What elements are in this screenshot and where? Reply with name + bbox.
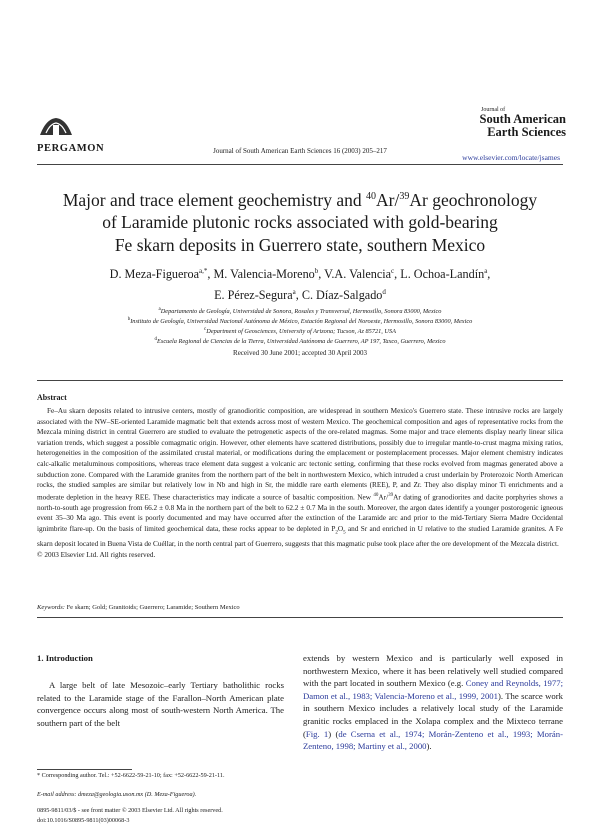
article-title: [40, 186, 560, 256]
author-sup: d: [382, 288, 386, 297]
intro-right-column: [303, 652, 563, 753]
keywords-list: Fe skarn; Gold; Granitoids; Guerrero; Laramide; Southern Mexico: [64, 604, 240, 611]
abstract-bottom-divider: [37, 617, 563, 618]
title-line-2: of Laramide plutonic rocks associated with gold-bearing: [102, 212, 498, 233]
affiliation-text: Instituto de Geología, Universidad Nacional Autónoma de México, Estación Regional del Noroeste, Hermosillo, Sonora 83000, Mexico: [130, 318, 473, 326]
footnote-divider: [37, 769, 132, 770]
email-note[interactable]: E-mail address: dmeza@geologia.uson.mx (D. Meza-Figueroa).: [37, 791, 197, 798]
doi-line[interactable]: doi:10.1016/S0895-9811(03)00068-3: [37, 816, 130, 824]
affiliation-text: Escuela Regional de Ciencias de la Tierra, Universidad Autónoma de Guerrero, AP 197, Taxco, Guerrero, Mexico: [157, 338, 446, 346]
author-sup: a,*: [199, 267, 208, 275]
copyright-line: © 2003 Elsevier Ltd. All rights reserved.: [37, 550, 156, 559]
author-sup: b: [314, 267, 319, 275]
affiliation-mark: b: [127, 317, 131, 322]
author-sep: ,: [394, 267, 401, 282]
author-sep: ,: [318, 267, 325, 282]
abstract-sub: 5: [343, 530, 346, 536]
author-name[interactable]: M. Valencia-Moreno: [213, 267, 315, 282]
publisher-name: PERGAMON: [37, 143, 105, 154]
journal-url-link[interactable]: www.elsevier.com/locate/jsames: [462, 153, 560, 162]
author-name[interactable]: D. Meza-Figueroa: [109, 267, 199, 282]
corresponding-author-note: * Corresponding author. Tel.: +52-6622-59-21-10; fax: +52-6622-59-21-11.: [37, 772, 225, 779]
title-line-3: Fe skarn deposits in Guerrero state, southern Mexico: [114, 234, 486, 255]
author-name[interactable]: L. Ochoa-Landín: [400, 267, 485, 282]
abstract-sup: 39: [388, 492, 394, 498]
header-divider: [37, 164, 563, 165]
journal-brand-line2: Earth Sciences: [487, 125, 566, 139]
title-part: Ar geochronology: [409, 189, 538, 210]
affiliation-mark: c: [204, 327, 207, 332]
abstract-top-divider: [37, 380, 563, 381]
keywords-label: Keywords:: [37, 604, 65, 611]
abstract-sup: 40: [373, 492, 379, 498]
figure-link[interactable]: Fig. 1: [305, 728, 329, 739]
journal-reference: Journal of South American Earth Sciences 16 (2003) 205–217: [213, 147, 387, 155]
author-sup: a: [292, 288, 296, 297]
keywords: [37, 604, 240, 611]
abstract-heading: Abstract: [37, 393, 67, 402]
author-name[interactable]: C. Díaz-Salgado: [301, 288, 383, 303]
journal-brand-line1: South American: [479, 112, 566, 126]
abstract-sub: 2: [335, 530, 338, 536]
abstract-text: Ar/: [378, 493, 389, 502]
author-sup: c: [391, 267, 395, 275]
intro-text: ).: [426, 741, 432, 752]
journal-brand-prefix: Journal of: [481, 107, 506, 113]
abstract-text: O: [337, 524, 344, 533]
author-name[interactable]: V.A. Valencia: [324, 267, 392, 282]
abstract-paragraph: [37, 406, 563, 550]
author-sep: ,: [207, 267, 214, 282]
issn-doi: [37, 806, 337, 825]
author-sep: ,: [295, 288, 302, 303]
journal-brand: [456, 113, 566, 139]
citation-link[interactable]: de Cserna et al., 1974; Morán-Zenteno et al., 1993; Morán-Zenteno, 1998; Martiny et al., 2000: [303, 728, 563, 752]
abstract-body: [37, 406, 563, 560]
abstract-text: Fe–Au skarn deposits related to intrusive centers, mostly of granodioritic composition, are widespread in southern Mexico's Guerrero state. These intrusive rocks are largely associated with the NW–SE-oriented Laramide magmatic belt that extends across most of western Mexico. The geochemical composition and ages of representative rocks from the Mezcala mining district in central Guerrero are studied to evaluate the petrogenetic aspects of the ore-related magmas. Some major and trace elements display nearly linear silica variation trends, which suggest a possible comagmatic origin. However, other elements have scattered distributions, possibly due to irregular mantle-to-crust magma mixing ratios, heterogeneities in the composition of the assimilated crustal material, or modifications during the emplacement or postemplacement processes. Major element chemistry indicates calc-alkalic metaluminous compositions, whereas trace element data suggest a volcanic arc tectonic setting, confirming that these rocks evolved from magmas generated above a subduction zone. Compared with the Laramide granites from the northern part of the belt in northwestern Mexico, which intruded a crust underlain by Proterozoic North American rocks, the studied samples are similar but relatively low in Nb and high in Sr, the middle rare earth elements (REE), P, and Zr. They also display minor Ti enrichments and a moderate depletion in the heavy REE. These characteristics may indicate a source of basaltic composition. New: [37, 407, 563, 502]
affiliation-text: Departamento de Geología, Universidad de Sonora, Rosales y Transversal, Hermosillo, Sonora 83000, Mexico: [160, 308, 442, 316]
intro-text: ) (: [328, 728, 339, 739]
affiliation-text: Department of Geosciences, University of Arizona; Tucson, Az 85721, USA: [206, 328, 396, 336]
author-name[interactable]: E. Pérez-Segura: [214, 288, 293, 303]
abstract-text: Ar dating of granodiorites and dacite porphyries shows a north-to-south age progression from 66.2 ± 0.8 Ma in the northern part of the belt to 62.2 ± 0.7 Ma in the south. Moreover, the argon dates identify a younger postorogenic igneous event 35–30 Ma ago. This event is poorly documented and may have occurred after the extinction of the Laramide arc and prior to the mid-Tertiary Sierra Madre Occidental ignimbrite flare-up. On the basis of limited geochemical data, these rocks appear to be depleted in P: [37, 493, 563, 533]
abstract-text: and Sr and enriched in U relative to the studied Laramide granites. A Fe skarn deposit located in Buena Vista de Cuéllar, in the north central part of Guerrero, suggests that this magmatic pulse took place after the ore development of the Mezcala district.: [37, 524, 563, 548]
title-sup: 39: [399, 191, 410, 202]
intro-left-column: A large belt of late Mesozoic–early Tertiary batholithic rocks related to the Laramide stage of the Farallon–North American plate convergence occurs along most of south-western North America. The southern part of the belt: [37, 680, 284, 728]
title-part: Ar/: [376, 189, 400, 210]
issn-line: 0895-9811/03/$ - see front matter © 2003 Elsevier Ltd. All rights reserved.: [37, 807, 223, 814]
intro-text: ). The scarce work in southern Mexico includes a relatively local study of the Laramide granitic rocks emplaced in the Xolapa complex and the Mixteco terrane (: [303, 690, 563, 739]
affiliation-mark: d: [154, 337, 158, 342]
received-dates: Received 30 June 2001; accepted 30 April 2003: [233, 349, 367, 357]
pergamon-logo-icon: [38, 115, 74, 139]
title-sup: 40: [366, 191, 377, 202]
intro-text: extends by western Mexico and is particularly well exposed in northwestern Mexico, where it has been relatively well studied compared with the part located in southern Mexico (e.g.: [303, 653, 563, 689]
affiliation-mark: a: [158, 307, 161, 312]
title-part: Major and trace element geochemistry and: [62, 189, 367, 210]
author-sup: a: [484, 267, 488, 275]
author-sep: ,: [487, 267, 491, 282]
section-heading: 1. Introduction: [37, 653, 93, 663]
author-list: [40, 262, 560, 304]
citation-link[interactable]: Coney and Reynolds, 1977; Damon et al., 1983; Valencia-Moreno et al., 1999, 2001: [303, 678, 563, 701]
affiliation: [30, 335, 570, 347]
